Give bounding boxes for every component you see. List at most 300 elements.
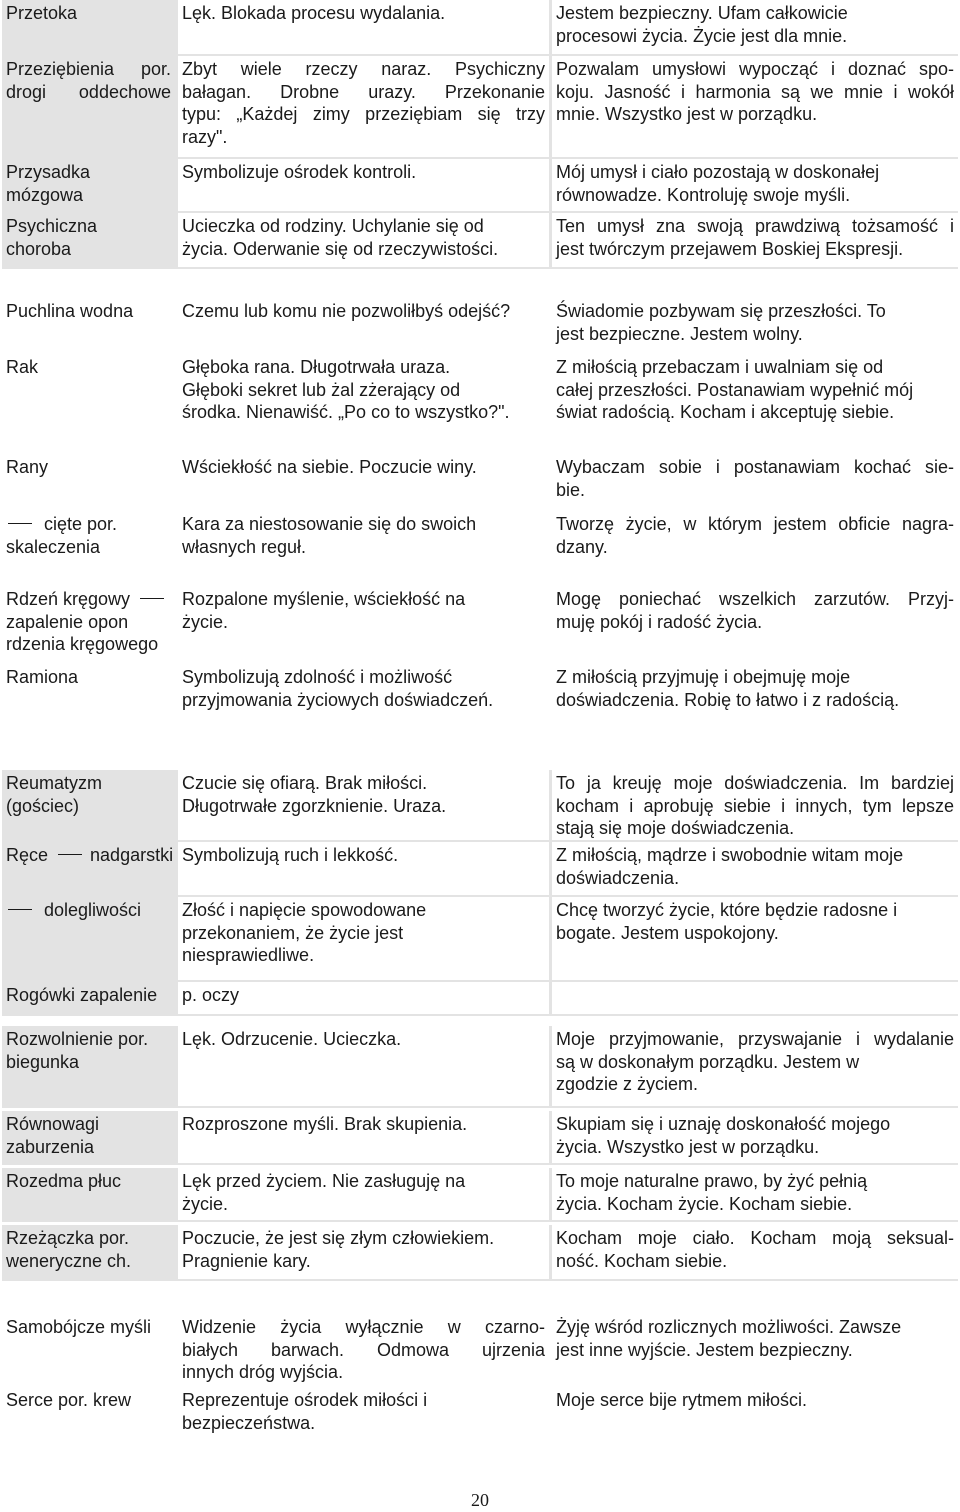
cause-cell <box>178 770 549 840</box>
cell-text: dolegliwości <box>44 900 142 920</box>
text-line <box>182 58 545 81</box>
text-line <box>556 58 954 81</box>
text-line <box>556 1316 954 1339</box>
table-row <box>2 511 958 575</box>
term-cell <box>2 0 175 54</box>
cell-text: życie. <box>182 611 229 632</box>
cause-cell <box>178 511 549 573</box>
cell-text: doświadczenia. Robię to łatwo i z radością. <box>556 689 900 710</box>
term-cell <box>2 770 175 840</box>
affirmation-cell <box>552 897 958 980</box>
text-line <box>6 1389 171 1412</box>
term-cell <box>2 586 175 659</box>
affirmation-cell <box>552 213 958 267</box>
cell-text: przekonaniem, że życie jest <box>182 922 404 943</box>
affirmation-cell <box>552 842 958 895</box>
cell-text: Długotrwałe zgorzknienie. Uraza. <box>182 795 447 816</box>
text-line <box>556 356 954 379</box>
cell-text: Czucie się ofiarą. Brak miłości. <box>182 773 428 793</box>
term-cell <box>2 1026 175 1106</box>
cell-text: Reprezentuje ośrodek miłości i <box>182 1390 428 1410</box>
term-cell <box>2 1225 175 1279</box>
affirmation-cell <box>552 1314 958 1382</box>
text-line <box>556 844 954 867</box>
cell-text: Pozwalam umysłowi wypocząć i doznać spo- <box>556 59 954 79</box>
cell-text: Samobójcze myśli <box>6 1317 152 1337</box>
term-cell <box>2 298 175 350</box>
cell-text: Puchlina wodna <box>6 301 134 321</box>
text-line <box>6 984 171 1007</box>
cell-text: całej przeszłości. Postanawiam wypełnić mój <box>556 379 914 400</box>
text-line <box>556 103 954 126</box>
text-line <box>182 161 545 184</box>
term-cell <box>2 1168 175 1220</box>
cause-cell <box>178 586 549 659</box>
text-line <box>556 867 954 890</box>
cell-text: Wybaczam sobie i postanawiam kochać sie- <box>556 457 954 477</box>
text-line <box>556 513 954 536</box>
cell-text: stają się moje doświadczenia. <box>556 818 795 839</box>
cell-text: To moje naturalne prawo, by żyć pełnią <box>556 1171 868 1191</box>
cell-text: bezpieczeństwa. <box>182 1412 316 1433</box>
cell-text: Lęk. Blokada procesu wydalania. <box>182 3 446 23</box>
cell-text: jest twórczym przejawem Boskiej Ekspresji. <box>556 238 904 259</box>
cell-text: drogi oddechowe <box>6 81 171 102</box>
text-line <box>182 1250 545 1273</box>
text-line <box>556 456 954 479</box>
table-row <box>2 842 958 897</box>
text-line <box>182 689 545 712</box>
text-line <box>182 666 545 689</box>
cell-text: Głęboka rana. Długotrwała uraza. <box>182 357 451 377</box>
text-line <box>6 666 171 689</box>
cause-cell <box>178 664 549 718</box>
cause-cell <box>178 0 549 54</box>
cause-cell <box>178 298 549 350</box>
term-cell <box>2 982 175 1014</box>
cause-cell <box>178 354 549 452</box>
text-line <box>182 844 545 867</box>
cell-text: są w doskonałym porządku. Jestem w <box>556 1051 860 1072</box>
cell-text: bałagan. Drobne urazy. Przekonanie <box>182 81 545 102</box>
text-line <box>556 1170 954 1193</box>
text-line <box>182 81 545 104</box>
cell-text: zaburzenia <box>6 1136 95 1157</box>
text-line <box>6 795 171 818</box>
term-cell <box>2 56 175 157</box>
text-line <box>556 611 954 634</box>
cell-text: Ramiona <box>6 667 79 687</box>
cell-text: Mogę poniechać wszelkich zarzutów. Przyj- <box>556 589 954 609</box>
cause-cell <box>178 897 549 980</box>
cell-text: Wściekłość na siebie. Poczucie winy. <box>182 457 477 477</box>
affirmation-cell <box>552 1111 958 1163</box>
term-cell <box>2 664 175 718</box>
affirmation-cell <box>552 0 958 54</box>
text-line <box>6 238 171 261</box>
table-row <box>2 1387 958 1441</box>
text-line <box>556 1073 954 1096</box>
cell-text: choroba <box>6 238 72 259</box>
term-cell <box>2 1314 175 1382</box>
cell-text: Złość i napięcie spowodowane <box>182 900 427 920</box>
text-line <box>182 238 545 261</box>
cell-text: środka. Nienawiść. „Po co to wszystko?". <box>182 402 510 423</box>
page-number: 20 <box>471 1490 489 1510</box>
affirmation-cell <box>552 298 958 350</box>
cause-cell <box>178 1225 549 1279</box>
text-line <box>556 184 954 207</box>
text-line <box>182 1316 545 1339</box>
cell-text: typu: „Każdej zimy przeziębiam się trzy <box>182 104 545 125</box>
table-row <box>2 770 958 842</box>
cell-text: Jestem bezpieczny. Ufam całkowicie <box>556 3 848 23</box>
cell-text: Rany <box>6 457 49 477</box>
text-line <box>6 1113 171 1136</box>
term-cell <box>2 1387 175 1439</box>
term-cell <box>2 511 175 573</box>
text-line <box>556 1389 954 1412</box>
term-cell <box>2 454 175 506</box>
cell-text: nadgarstki <box>90 845 174 865</box>
text-line <box>556 215 954 238</box>
affirmation-cell <box>552 511 958 573</box>
cell-text: Mój umysł i ciało pozostają w doskonałej <box>556 162 880 182</box>
text-line <box>556 238 954 261</box>
text-line <box>556 1028 954 1051</box>
text-line <box>6 1227 171 1250</box>
text-line <box>6 611 171 634</box>
text-line <box>182 401 545 424</box>
cell-text: (gościec) <box>6 795 80 816</box>
text-line <box>556 1193 954 1216</box>
affirmation-cell <box>552 354 958 452</box>
text-line <box>182 513 545 536</box>
cell-text: procesowi życia. Życie jest dla mnie. <box>556 25 848 46</box>
text-line <box>182 795 545 818</box>
table-row <box>2 982 958 1016</box>
cell-text: Lęk przed życiem. Nie zasługuję na <box>182 1171 466 1191</box>
table-row <box>2 1168 958 1222</box>
text-line <box>6 456 171 479</box>
text-line <box>6 1316 171 1339</box>
text-line <box>182 215 545 238</box>
cell-text: mózgowa <box>6 184 84 205</box>
cell-text: rdzenia kręgowego <box>6 634 159 655</box>
cell-text: Poczucie, że jest się złym człowiekiem. <box>182 1228 495 1248</box>
cause-cell <box>178 1111 549 1163</box>
cause-cell <box>178 213 549 267</box>
table-row <box>2 213 958 269</box>
cell-text: zapalenie opon <box>6 611 129 632</box>
cell-text: równowadze. Kontroluję swoje myśli. <box>556 184 851 205</box>
table-row <box>2 1314 958 1384</box>
text-line <box>556 1136 954 1159</box>
text-line <box>6 536 171 559</box>
text-line <box>6 1136 171 1159</box>
cell-text: Zbyt wiele rzeczy naraz. Psychiczny <box>182 59 545 79</box>
cell-text: Widzenie życia wyłącznie w czarno- <box>182 1317 545 1337</box>
cell-text: Rak <box>6 357 39 377</box>
text-line <box>6 588 171 611</box>
text-line <box>182 944 545 967</box>
text-line <box>182 356 545 379</box>
em-dash-rule <box>8 909 32 910</box>
text-line <box>6 899 171 922</box>
text-line <box>556 536 954 559</box>
text-line <box>6 81 171 104</box>
term-cell <box>2 354 175 452</box>
cause-cell <box>178 842 549 895</box>
cell-text: Kocham moje ciało. Kocham moją seksual- <box>556 1228 954 1248</box>
affirmation-cell <box>552 159 958 211</box>
cell-text: Równowagi <box>6 1114 100 1134</box>
text-line <box>556 1113 954 1136</box>
cell-text: Reumatyzm <box>6 773 103 793</box>
cell-text: doświadczenia. <box>556 867 680 888</box>
cell-text: Tworzę życie, w którym jestem obficie nagra- <box>556 514 954 534</box>
cell-text: bogate. Jestem uspokojony. <box>556 922 779 943</box>
cell-text: Ręce <box>6 845 49 865</box>
table-row <box>2 56 958 159</box>
table-row <box>2 159 958 213</box>
cell-text: życia. Oderwanie się od rzeczywistości. <box>182 238 499 259</box>
cell-text: Głęboki sekret lub żal zżerający od <box>182 379 461 400</box>
table-row <box>2 298 958 352</box>
text-line <box>182 772 545 795</box>
affirmation-cell <box>552 1168 958 1220</box>
cell-text: Żyję wśród rozlicznych możliwości. Zawsze <box>556 1317 902 1337</box>
cell-text: zgodzie z życiem. <box>556 1074 699 1095</box>
text-line <box>6 513 171 536</box>
text-line <box>182 899 545 922</box>
term-cell <box>2 842 175 895</box>
cell-text: życia. Wszystko jest w porządku. <box>556 1136 820 1157</box>
text-line <box>556 1227 954 1250</box>
text-line <box>6 1170 171 1193</box>
affirmation-cell <box>552 1387 958 1439</box>
cell-text: Symbolizuje ośrodek kontroli. <box>182 162 417 182</box>
text-line <box>182 1412 545 1435</box>
cause-cell <box>178 1387 549 1439</box>
text-line <box>182 2 545 25</box>
text-line <box>556 588 954 611</box>
cell-text: życia. Kocham życie. Kocham siebie. <box>556 1193 853 1214</box>
text-line <box>556 300 954 323</box>
cell-text: muję pokój i radość życia. <box>556 611 763 632</box>
em-dash-rule <box>8 523 32 524</box>
table-row <box>2 0 958 56</box>
text-line <box>182 1193 545 1216</box>
cell-text: świat radością. Kocham i akceptuję siebie. <box>556 402 895 423</box>
text-line <box>556 922 954 945</box>
cell-text: własnych reguł. <box>182 536 307 557</box>
cell-text: Pragnienie kary. <box>182 1250 311 1271</box>
text-line <box>556 161 954 184</box>
cell-text: Kara za niestosowanie się do swoich <box>182 514 477 534</box>
text-line <box>182 126 545 149</box>
cell-text: Ten umysł zna swoją prawdziwą tożsamość i <box>556 216 954 236</box>
text-line <box>182 103 545 126</box>
cause-cell <box>178 1314 549 1382</box>
text-line <box>556 2 954 25</box>
cell-text: Z miłością, mądrze i swobodnie witam moje <box>556 845 904 865</box>
text-line <box>182 456 545 479</box>
cell-text: Przetoka <box>6 3 78 23</box>
cell-text: Rozproszone myśli. Brak skupienia. <box>182 1114 468 1134</box>
cell-text: białych barwach. Odmowa ujrzenia <box>182 1339 545 1360</box>
cell-text: niesprawiedliwe. <box>182 945 315 966</box>
cell-text: jest bezpieczne. Jestem wolny. <box>556 323 803 344</box>
text-line <box>182 1028 545 1051</box>
table-row <box>2 897 958 982</box>
cell-text: weneryczne ch. <box>6 1250 132 1271</box>
text-line <box>182 1170 545 1193</box>
cause-cell <box>178 454 549 506</box>
cell-text: Przysadka <box>6 162 91 182</box>
cell-text: skaleczenia <box>6 536 101 557</box>
text-line <box>6 300 171 323</box>
cell-text: Symbolizują ruch i lekkość. <box>182 845 399 865</box>
cell-text: To ja kreuję moje doświadczenia. Im bardziej <box>556 773 954 793</box>
cell-text: Z miłością przyjmuję i obejmuję moje <box>556 667 851 687</box>
text-line <box>6 2 171 25</box>
text-line <box>556 1339 954 1362</box>
text-line <box>182 1113 545 1136</box>
affirmation-cell <box>552 586 958 659</box>
text-line <box>182 588 545 611</box>
cause-cell <box>178 1168 549 1220</box>
text-line <box>182 984 545 1007</box>
cell-text: cięte por. <box>44 514 118 534</box>
cell-text: Rzeżączka por. <box>6 1228 130 1248</box>
cause-cell <box>178 982 549 1014</box>
table-row <box>2 454 958 508</box>
text-line <box>182 379 545 402</box>
cell-text: Rozpalone myślenie, wściekłość na <box>182 589 466 609</box>
table-row <box>2 664 958 720</box>
text-line <box>556 795 954 818</box>
cell-text: Rozwolnienie por. <box>6 1029 149 1049</box>
text-line <box>556 1250 954 1273</box>
cell-text: Serce por. krew <box>6 1390 132 1410</box>
cell-text: Przeziębienia por. <box>6 59 171 79</box>
text-line <box>556 689 954 712</box>
affirmation-cell <box>552 1026 958 1106</box>
cell-text: Z miłością przebaczam i uwalniam się od <box>556 357 884 377</box>
em-dash-rule <box>58 854 82 855</box>
cell-text: Moje serce bije rytmem miłości. <box>556 1390 808 1410</box>
term-cell <box>2 213 175 267</box>
text-line <box>556 323 954 346</box>
text-line <box>556 666 954 689</box>
text-line <box>556 772 954 795</box>
text-line <box>182 1361 545 1384</box>
text-line <box>6 184 171 207</box>
text-line <box>6 1051 171 1074</box>
cell-text: jest inne wyjście. Jestem bezpieczny. <box>556 1339 853 1360</box>
text-line <box>6 356 171 379</box>
cell-text: życie. <box>182 1193 229 1214</box>
text-line <box>556 81 954 104</box>
text-line <box>6 161 171 184</box>
text-line <box>182 922 545 945</box>
cell-text: p. oczy <box>182 985 240 1005</box>
term-cell <box>2 159 175 211</box>
text-line <box>6 844 174 867</box>
text-line <box>6 1028 171 1051</box>
text-line <box>6 1250 171 1273</box>
table-row <box>2 1026 958 1108</box>
table-row <box>2 354 958 454</box>
cause-cell <box>178 56 549 157</box>
text-line <box>182 1227 545 1250</box>
text-line <box>182 611 545 634</box>
text-line <box>556 379 954 402</box>
cell-text: kocham i aprobuję siebie i innych, tym lepsze <box>556 795 954 816</box>
cell-text: razy". <box>182 126 228 147</box>
cell-text: Moje przyjmowanie, przyswajanie i wydalanie <box>556 1029 954 1049</box>
cell-text: dzany. <box>556 536 608 557</box>
cell-text: Chcę tworzyć życie, które będzie radosne i <box>556 900 898 920</box>
cell-text: Rogówki zapalenie <box>6 985 158 1005</box>
cell-text: Symbolizują zdolność i możliwość <box>182 667 453 687</box>
term-cell <box>2 1111 175 1163</box>
em-dash-rule <box>140 598 164 599</box>
text-line <box>556 401 954 424</box>
text-line <box>6 215 171 238</box>
cell-text: Rozedma płuc <box>6 1171 122 1191</box>
text-line <box>182 536 545 559</box>
cell-text: Lęk. Odrzucenie. Ucieczka. <box>182 1029 402 1049</box>
cause-cell <box>178 159 549 211</box>
affirmation-cell <box>552 770 958 840</box>
text-line <box>182 1389 545 1412</box>
cell-text: Czemu lub komu nie pozwoliłbyś odejść? <box>182 301 511 321</box>
affirmation-cell <box>552 56 958 157</box>
cell-text: Ucieczka od rodziny. Uchylanie się od <box>182 216 484 236</box>
text-line <box>556 479 954 502</box>
text-line <box>182 300 545 323</box>
table-row <box>2 586 958 661</box>
text-line <box>556 817 954 840</box>
cell-text: Rdzeń kręgowy <box>6 589 131 609</box>
text-line <box>556 25 954 48</box>
affirmation-cell <box>552 664 958 718</box>
text-line <box>6 772 171 795</box>
text-line <box>556 1051 954 1074</box>
text-line <box>556 899 954 922</box>
text-line <box>6 633 171 656</box>
cell-text: biegunka <box>6 1051 80 1072</box>
affirmation-cell <box>552 454 958 506</box>
affirmation-cell <box>552 982 958 1014</box>
term-cell <box>2 897 175 980</box>
text-line <box>182 1339 545 1362</box>
cell-text: Skupiam się i uznaję doskonałość mojego <box>556 1114 891 1134</box>
affirmation-cell <box>552 1225 958 1279</box>
cell-text: Świadomie pozbywam się przeszłości. To <box>556 301 886 321</box>
cell-text: przyjmowania życiowych doświadczeń. <box>182 689 494 710</box>
cell-text: Psychiczna <box>6 216 98 236</box>
cell-text: innych dróg wyjścia. <box>182 1362 344 1383</box>
cell-text: koju. Jasność i harmonia są we mnie i wokół <box>556 81 954 102</box>
table-row <box>2 1225 958 1281</box>
cause-cell <box>178 1026 549 1106</box>
text-line <box>6 58 171 81</box>
cell-text: bie. <box>556 479 586 500</box>
cell-text: mnie. Wszystko jest w porządku. <box>556 104 818 125</box>
